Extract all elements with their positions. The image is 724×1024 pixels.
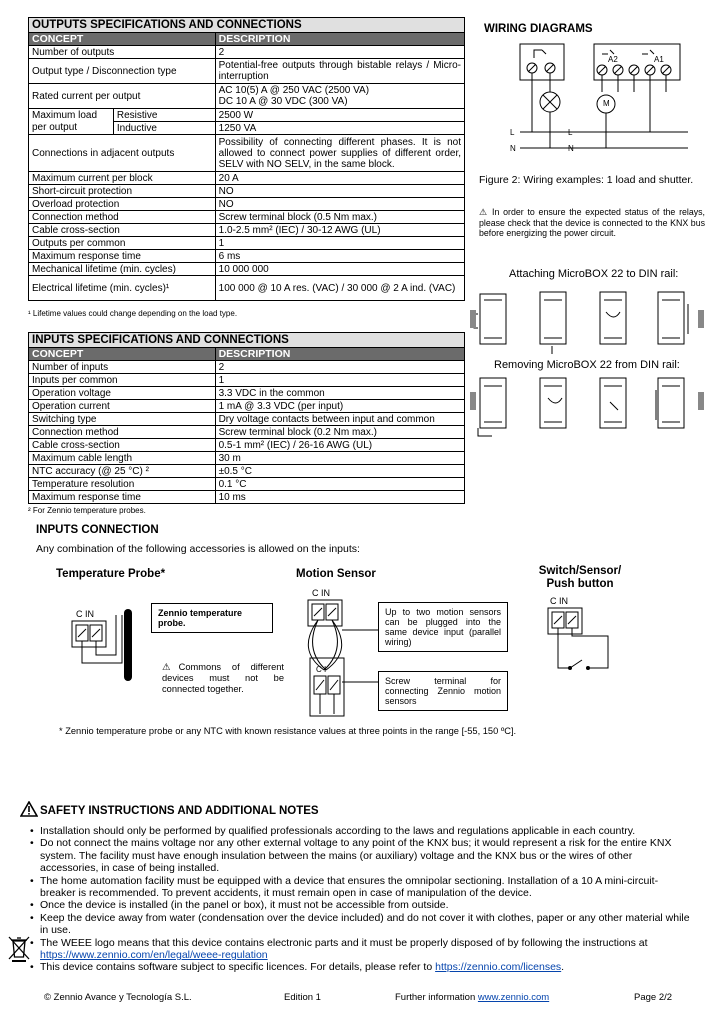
- outputs-footnote: ¹ Lifetime values could change depending on the load type.: [28, 309, 238, 318]
- row-value: Screw terminal block (0.5 Nm max.): [215, 211, 464, 224]
- row-concept: Rated current per output: [29, 84, 216, 109]
- switch-c-in-label: C IN: [550, 596, 568, 606]
- row-concept: Connection method: [29, 426, 216, 439]
- relay-contact-symbol: [534, 50, 546, 58]
- row-concept: [29, 109, 114, 135]
- row-concept: Output type / Disconnection type: [29, 59, 216, 84]
- wiring-title: WIRING DIAGRAMS: [484, 23, 593, 35]
- safety-item: • Keep the device away from water (condensation over the device included) and do not cover it with clothes, paper or any other material while in use.: [30, 912, 692, 937]
- maxload-line2: per output: [32, 121, 78, 133]
- rated-dc: DC 10 A @ 30 VDC (300 VA): [218, 96, 348, 107]
- row-value: 20 A: [215, 172, 464, 185]
- footer-info-text: Further information: [395, 992, 476, 1003]
- inputs-connection-footnote: * Zennio temperature probe or any NTC with known resistance values at three points in the range [-55, 150 ºC].: [59, 726, 517, 736]
- row-value: Dry voltage contacts between input and common: [215, 413, 464, 426]
- licence-text: This device contains software subject to specific licences. For details, please refer to: [40, 961, 433, 974]
- footer-page: Page 2/2: [634, 992, 673, 1003]
- svg-text:M: M: [603, 99, 610, 108]
- row-value: NO: [215, 198, 464, 211]
- switch-diagram: [540, 594, 620, 674]
- row-concept: Number of outputs: [29, 46, 216, 59]
- row-concept: Short-circuit protection: [29, 185, 216, 198]
- footer-info: [395, 992, 549, 1003]
- row-concept: Operation current: [29, 400, 216, 413]
- maxload-line1: Maximum load: [32, 109, 98, 121]
- weee-text: The WEEE logo means that this device contains electronic parts and it must be properly disposed of by following the instructions at: [40, 936, 648, 949]
- attach-title: Attaching MicroBOX 22 to DIN rail:: [509, 268, 679, 280]
- weee-link[interactable]: https://www.zennio.com/en/legal/weee-regulation: [40, 949, 268, 962]
- remove-title: Removing MicroBOX 22 from DIN rail:: [494, 359, 680, 371]
- attach-din-illustration: [470, 284, 710, 356]
- col-description: DESCRIPTION: [215, 33, 464, 46]
- licence-link[interactable]: https://zennio.com/licenses: [435, 961, 562, 974]
- row-value: 1250 VA: [215, 122, 464, 135]
- row-value: 2500 W: [215, 109, 464, 122]
- rated-ac: AC 10(5) A @ 250 VAC (2500 VA): [218, 85, 370, 96]
- row-concept: Maximum response time: [29, 491, 216, 504]
- row-value: 1 mA @ 3.3 VDC (per input): [215, 400, 464, 413]
- row-subconcept: Inductive: [113, 122, 215, 135]
- row-value: 3.3 VDC in the common: [215, 387, 464, 400]
- row-concept: Maximum current per block: [29, 172, 216, 185]
- row-concept: Connections in adjacent outputs: [29, 135, 216, 172]
- row-value: 0.5-1 mm² (IEC) / 26-16 AWG (UL): [215, 439, 464, 452]
- row-concept: Inputs per common: [29, 374, 216, 387]
- row-value: Screw terminal block (0.2 Nm max.): [215, 426, 464, 439]
- outputs-table-title: OUTPUTS SPECIFICATIONS AND CONNECTIONS: [29, 18, 465, 33]
- row-value: 10 000 000: [215, 263, 464, 276]
- row-value: NO: [215, 185, 464, 198]
- row-value: 1: [215, 374, 464, 387]
- col-concept: CONCEPT: [29, 33, 216, 46]
- wiring-diagram: [506, 40, 706, 158]
- motion-c-i-label: C I: [316, 665, 327, 674]
- warning-icon: ⚠: [162, 662, 179, 672]
- weee-bin-icon: [8, 935, 30, 963]
- row-concept: Connection method: [29, 211, 216, 224]
- label-a1: A1: [654, 55, 664, 64]
- row-concept: Maximum response time: [29, 250, 216, 263]
- relay-warning: [479, 207, 705, 239]
- safety-warning-icon: [20, 801, 38, 822]
- safety-item-weee: [30, 937, 692, 962]
- footer-edition: Edition 1: [284, 992, 321, 1003]
- row-concept: Maximum cable length: [29, 452, 216, 465]
- row-concept: Mechanical lifetime (min. cycles): [29, 263, 216, 276]
- row-concept: Cable cross-section: [29, 439, 216, 452]
- row-concept: Temperature resolution: [29, 478, 216, 491]
- motion-info-box-2: Screw terminal for connecting Zennio motion sensors: [378, 671, 508, 711]
- row-value: 2: [215, 361, 464, 374]
- row-value: 0.1 °C: [215, 478, 464, 491]
- inputs-spec-table: [28, 332, 465, 504]
- row-concept: Cable cross-section: [29, 224, 216, 237]
- row-value: 1.0-2.5 mm² (IEC) / 30-12 AWG (UL): [215, 224, 464, 237]
- label-l-left: L: [510, 128, 515, 137]
- safety-item: • The home automation facility must be equipped with a device that ensures the omnipolar sectioning. Installation of a 10 A mini-circuit-breaker is recommended. To prevent accidents, it must remain open in case of manipulation of the device.: [30, 875, 692, 900]
- row-value: [215, 84, 464, 109]
- row-value: 30 m: [215, 452, 464, 465]
- relay-block-1: [520, 44, 564, 80]
- safety-item-licence: • This device contains software subject to specific licences. For details, please refer to https://zennio.com/licenses.: [30, 961, 692, 973]
- col-concept: CONCEPT: [29, 348, 216, 361]
- probe-title: Temperature Probe*: [56, 568, 166, 580]
- motion-arrows: [340, 610, 380, 690]
- row-concept: Operation voltage: [29, 387, 216, 400]
- probe-sensor: [124, 609, 132, 681]
- wiring-caption: Figure 2: Wiring examples: 1 load and shutter.: [479, 174, 694, 186]
- switch-title-line1: Switch/Sensor/: [538, 565, 622, 577]
- row-value: 100 000 @ 10 A res. (VAC) / 30 000 @ 2 A ind. (VAC): [215, 276, 464, 301]
- col-description: DESCRIPTION: [215, 348, 464, 361]
- row-concept: Number of inputs: [29, 361, 216, 374]
- safety-list: [30, 825, 692, 974]
- row-concept: Switching type: [29, 413, 216, 426]
- switch-contact: [570, 660, 582, 668]
- row-subconcept: Resistive: [113, 109, 215, 122]
- label-n-right: N: [568, 144, 574, 153]
- commons-warning-text: Commons of different devices must not be connected together.: [162, 662, 284, 694]
- row-value: 1: [215, 237, 464, 250]
- safety-title: SAFETY INSTRUCTIONS AND ADDITIONAL NOTES: [40, 805, 319, 817]
- row-value: Potential-free outputs through bistable relays / Micro-interruption: [215, 59, 464, 84]
- safety-item: • Installation should only be performed by qualified professionals according to the laws and regulations applicable in each country.: [30, 825, 692, 837]
- motion-title: Motion Sensor: [296, 568, 376, 580]
- remove-din-illustration: [470, 372, 710, 440]
- row-concept: Overload protection: [29, 198, 216, 211]
- footer-company: © Zennio Avance y Tecnología S.L.: [44, 992, 192, 1003]
- row-concept: Electrical lifetime (min. cycles)¹: [29, 276, 216, 301]
- row-value: 10 ms: [215, 491, 464, 504]
- row-value: 6 ms: [215, 250, 464, 263]
- inputs-table-title: INPUTS SPECIFICATIONS AND CONNECTIONS: [29, 333, 465, 348]
- motion-c-in-label: C IN: [312, 588, 330, 598]
- footer-link[interactable]: www.zennio.com: [477, 992, 550, 1003]
- relay-warning-text: In order to ensure the expected status of the relays, please check that the device is connected to the KNX bus before energizing the power circuit.: [479, 207, 705, 238]
- switch-title: [522, 565, 638, 591]
- label-l-right: L: [568, 128, 573, 137]
- row-concept: Outputs per common: [29, 237, 216, 250]
- inputs-footnote: ² For Zennio temperature probes.: [28, 506, 146, 515]
- row-value: 2: [215, 46, 464, 59]
- safety-item: • Once the device is installed (in the panel or box), it must not be accessible from outside.: [30, 899, 692, 911]
- row-concept: NTC accuracy (@ 25 °C) ²: [29, 465, 216, 478]
- temperature-probe-diagram: [60, 605, 150, 685]
- row-value: ±0.5 °C: [215, 465, 464, 478]
- label-a2: A2: [608, 55, 618, 64]
- switch-title-line2: Push button: [546, 578, 614, 590]
- commons-warning: [162, 662, 284, 695]
- outputs-spec-table: [28, 17, 465, 301]
- probe-info-box: Zennio temperature probe.: [151, 603, 273, 633]
- warning-icon: ⚠: [479, 207, 489, 217]
- safety-item: • Do not connect the mains voltage nor any other external voltage to any point of the KNX bus; it would represent a risk for the entire KNX system. The facility must have enough insulation between the mains (or auxiliary) voltage and the KNX bus or the wires of other accessories, in case of being installed.: [30, 837, 692, 874]
- inputs-connection-title: INPUTS CONNECTION: [36, 524, 159, 536]
- inputs-connection-intro: Any combination of the following accessories is allowed on the inputs:: [36, 543, 360, 555]
- motion-info-box-1: Up to two motion sensors can be plugged into the same device input (parallel wiring): [378, 602, 508, 652]
- probe-c-in-label: C IN: [76, 609, 94, 619]
- row-value: Possibility of connecting different phases. It is not allowed to connect power supplies of different order, SELV with NO SELV, in the same block.: [215, 135, 464, 172]
- label-n-left: N: [510, 144, 516, 153]
